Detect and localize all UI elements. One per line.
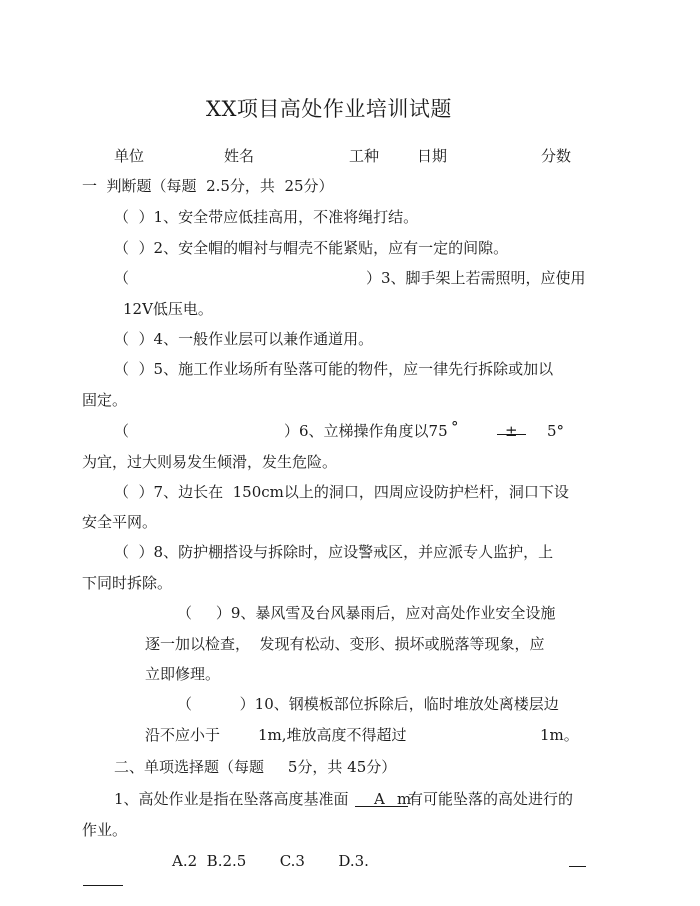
choice-question-1-continuation: 作业。 (82, 821, 128, 839)
question-6-plus-minus: ± (505, 422, 518, 440)
question-2: （ ）2、安全帽的帽衬与帽壳不能紧贴，应有一定的间隙。 (114, 239, 509, 257)
question-5: （ ）5、施工作业场所有坠落可能的物件，应一律先行拆除或加以 (114, 360, 554, 378)
question-5-continuation: 固定。 (82, 391, 128, 409)
question-3-paren: （ (114, 269, 130, 287)
header-job-label: 工种 (349, 147, 380, 165)
header-unit-label: 单位 (114, 147, 145, 165)
choice-question-1-options: A.2 B.2.5 C.3 D.3. (172, 852, 369, 870)
question-4: （ ）4、一般作业层可以兼作通道用。 (114, 330, 374, 348)
section-2-heading: 二、单项选择题（每题 5分，共 45分） (114, 758, 397, 776)
header-date-label: 日期 (417, 147, 448, 165)
question-6-continuation: 为宜，过大则易发生倾滑，发生危险。 (82, 453, 338, 471)
question-6-degree-mark: ° (451, 418, 459, 436)
question-10-part-2: 1m,堆放高度不得超过 (258, 726, 407, 744)
answer-blank-line (569, 866, 586, 867)
question-10-part-1: 沿不应小于 (145, 726, 221, 744)
choice-question-1: 1、高处作业是指在坠落高度基准面 (114, 790, 349, 808)
question-9-continuation-1: 逐一加以检查， 发现有松动、变形、损坏或脱落等现象，应 (145, 635, 545, 653)
question-1: （ ）1、安全带应低挂高用，不准将绳打结。 (114, 208, 419, 226)
question-6-paren: （ (114, 422, 130, 440)
question-6-blank-line (497, 434, 526, 435)
question-7-continuation: 安全平网。 (82, 513, 158, 531)
header-name-label: 姓名 (224, 147, 255, 165)
question-7: （ ）7、边长在 150cm以上的洞口，四周应设防护栏杆，洞口下设 (114, 483, 569, 501)
choice-question-1-text: 有可能坠落的高处进行的 (408, 790, 574, 808)
question-6-text: ）6、立梯操作角度以75 (284, 422, 448, 440)
question-9-continuation-2: 立即修理。 (145, 665, 221, 683)
question-8: （ ）8、防护棚搭设与拆除时，应设警戒区，并应派专人监护，上 (114, 543, 554, 561)
question-8-continuation: 下同时拆除。 (82, 574, 173, 592)
question-3-continuation: 12V低压电。 (123, 300, 213, 318)
choice-question-1-unit: m (397, 790, 412, 808)
choice-question-1-answer: A (374, 790, 385, 808)
header-score-label: 分数 (541, 147, 572, 165)
question-3-text: ）3、脚手架上若需照明，应使用 (366, 269, 586, 287)
page-title: XX项目高处作业培训试题 (206, 97, 452, 121)
question-10-part-3: 1m。 (540, 726, 579, 744)
section-1-heading: 一 判断题（每题 2.5分，共 25分） (82, 177, 334, 195)
question-10: （ ）10、钢模板部位拆除后，临时堆放处离楼层边 (177, 695, 559, 713)
question-6-tolerance: 5° (547, 422, 565, 440)
question-9: （ ）9、暴风雪及台风暴雨后，应对高处作业安全设施 (177, 604, 556, 622)
answer-blank-line-continuation (83, 885, 123, 886)
